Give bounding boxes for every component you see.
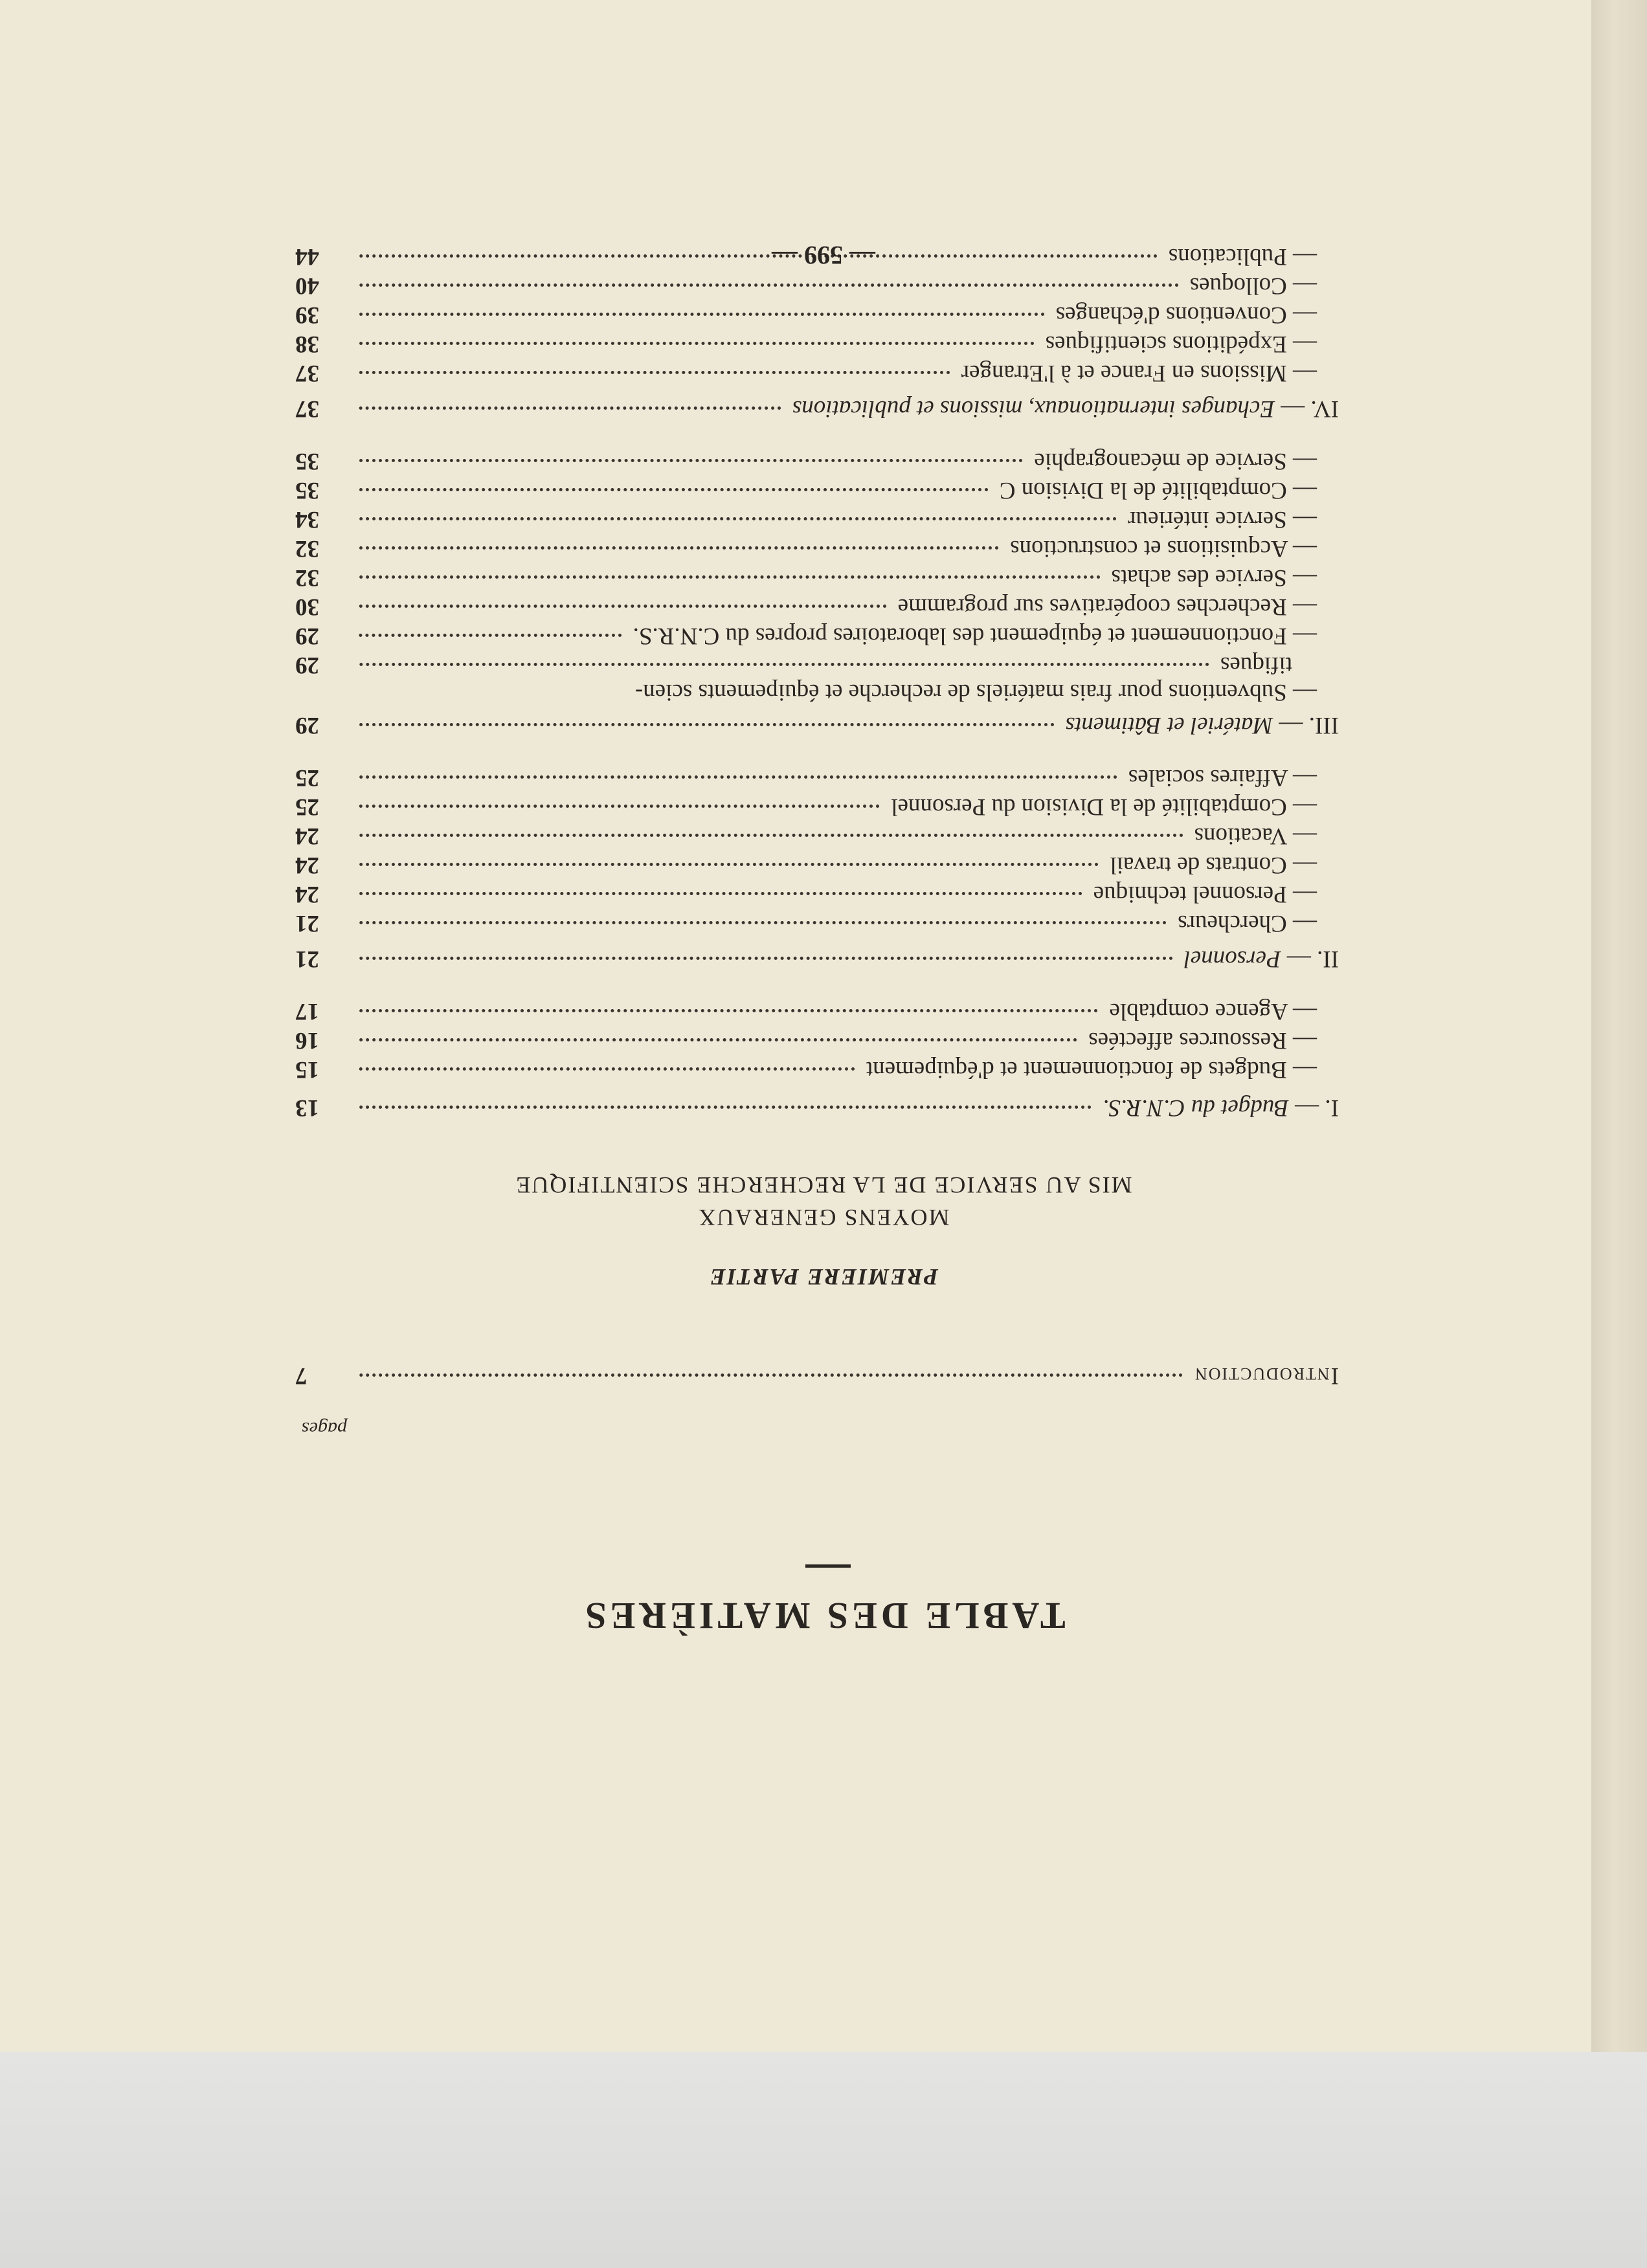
- dot-leader: [359, 371, 950, 374]
- entry-label: — Service des achats: [1111, 564, 1317, 591]
- toc-item: [295, 1055, 1339, 1084]
- toc-item: [295, 329, 1339, 359]
- part-title: PREMIERE PARTIE: [708, 1264, 939, 1290]
- entry-page: 29: [295, 623, 319, 649]
- dot-leader: [359, 313, 1044, 316]
- dot-leader: [359, 805, 879, 808]
- section-title: Budget du C.N.R.S.: [1103, 1095, 1289, 1121]
- dot-leader: [359, 1038, 1077, 1041]
- toc-item: [295, 534, 1339, 563]
- entry-label: — Recherches coopératives sur programme: [897, 594, 1317, 620]
- toc-list: [295, 242, 1339, 1122]
- entry-page: 25: [295, 764, 319, 791]
- entry-label: — Colloques: [1189, 272, 1317, 299]
- dot-leader: [359, 775, 1117, 779]
- entry-label: [1103, 1093, 1339, 1122]
- entry-label: — Subventions pour frais matériels de recherche et équipements scien-: [634, 679, 1317, 706]
- dot-leader: [359, 863, 1098, 866]
- entry-label: — Ressources affectées: [1088, 1027, 1317, 1054]
- entry-label: — Vacations: [1194, 823, 1317, 849]
- toc-item: [295, 792, 1339, 821]
- introduction-entry: [295, 1361, 1339, 1390]
- toc-item: [295, 447, 1339, 476]
- section-title: Matériel et Bâtiments: [1065, 712, 1273, 739]
- toc-section: [295, 1093, 1339, 1122]
- toc-item-continuation: [295, 650, 1339, 680]
- entry-page: 44: [295, 243, 319, 270]
- dot-leader: [359, 459, 1022, 462]
- entry-label: — Service de mécanographie: [1034, 448, 1317, 474]
- dot-leader: [359, 1009, 1097, 1012]
- entry-page: 32: [295, 535, 319, 562]
- dot-leader: [359, 546, 998, 550]
- entry-page: 7: [295, 1362, 308, 1389]
- section-title: Personnel: [1183, 946, 1281, 972]
- toc-section: [295, 711, 1339, 740]
- page-edge-shadow: [1591, 0, 1647, 2052]
- entry-label: [792, 394, 1339, 423]
- entry-page: 15: [295, 1056, 319, 1083]
- entry-label: [1184, 944, 1339, 973]
- entry-label: — Personnel technique: [1093, 881, 1317, 907]
- dot-leader: [359, 634, 622, 637]
- toc-item: [295, 909, 1339, 938]
- toc-item: [295, 505, 1339, 534]
- entry-page: 30: [295, 594, 319, 620]
- toc-item: [295, 821, 1339, 850]
- entry-page: 21: [295, 946, 319, 972]
- dot-leader: [359, 406, 781, 410]
- entry-label: Introduction: [1193, 1362, 1339, 1389]
- toc-item: [295, 850, 1339, 880]
- toc-item: [295, 997, 1339, 1026]
- section-number: III. —: [1279, 712, 1339, 739]
- toc-item: [295, 1026, 1339, 1055]
- entry-label: — Chercheurs: [1178, 910, 1317, 937]
- entry-label: — Acquisitions et constructions: [1010, 535, 1317, 562]
- entry-label: tifiques: [1220, 652, 1292, 678]
- toc-section: [295, 944, 1339, 973]
- entry-page: 24: [295, 881, 319, 907]
- page-title: TABLE DES MATIÈRES: [581, 1595, 1066, 1637]
- entry-page: 21: [295, 910, 319, 937]
- entry-page: 24: [295, 823, 319, 849]
- entry-page: 17: [295, 998, 319, 1025]
- toc-item: [295, 359, 1339, 388]
- dot-leader: [359, 1067, 855, 1071]
- pages-label: pages: [302, 1418, 347, 1440]
- section-title: Echanges internationaux, missions et publications: [792, 395, 1275, 422]
- entry-page: 35: [295, 477, 319, 504]
- toc-item: [295, 592, 1339, 621]
- dot-leader: [359, 342, 1034, 345]
- entry-page: 29: [295, 652, 319, 678]
- page-number: — 599 —: [772, 241, 875, 270]
- toc-item: [295, 880, 1339, 909]
- entry-page: 35: [295, 448, 319, 474]
- entry-label: — Fonctionnement et équipement des laboratoires propres du C.N.R.S.: [633, 623, 1317, 649]
- dot-leader: [359, 663, 1209, 666]
- entry-page: 32: [295, 564, 319, 591]
- entry-page: 25: [295, 794, 319, 820]
- entry-label: — Publications: [1168, 243, 1317, 270]
- section-number: IV. —: [1281, 395, 1339, 422]
- dot-leader: [359, 605, 886, 608]
- entry-label: — Comptabilité de la Division C: [999, 477, 1317, 504]
- scan-background: [0, 2052, 1647, 2268]
- entry-page: 37: [295, 360, 319, 386]
- toc-item: [295, 680, 1339, 704]
- part-heading-2: MIS AU SERVICE DE LA RECHERCHE SCIENTIFIQUE: [515, 1172, 1132, 1198]
- toc-item: [295, 763, 1339, 792]
- entry-page: 34: [295, 506, 319, 533]
- entry-label: — Conventions d'échanges: [1055, 302, 1317, 328]
- entry-page: 38: [295, 331, 319, 357]
- toc-section: [295, 394, 1339, 423]
- entry-label: [1066, 711, 1339, 740]
- entry-page: 16: [295, 1027, 319, 1054]
- entry-page: 24: [295, 852, 319, 878]
- dot-leader: [359, 834, 1183, 837]
- dot-leader: [359, 488, 988, 491]
- entry-page: 39: [295, 302, 319, 328]
- dot-leader: [359, 1106, 1091, 1109]
- toc-item: [295, 621, 1339, 650]
- entry-label: — Budgets de fonctionnement et d'équipement: [866, 1056, 1317, 1083]
- entry-page: 37: [295, 395, 319, 422]
- toc-item: [295, 271, 1339, 300]
- part-heading-1: MOYENS GENERAUX: [697, 1205, 950, 1230]
- section-number: II. —: [1286, 946, 1339, 972]
- dot-leader: [359, 517, 1116, 520]
- entry-label: — Comptabilité de la Division du Personnel: [891, 794, 1317, 820]
- dot-leader: [359, 892, 1082, 895]
- entry-label: — Agence comptable: [1109, 998, 1317, 1025]
- dot-leader: [359, 957, 1172, 960]
- toc-item: [295, 476, 1339, 505]
- title-rule: [805, 1564, 851, 1568]
- entry-label: — Expéditions scientifiques: [1045, 331, 1317, 357]
- entry-page: 13: [295, 1095, 319, 1121]
- entry-label: — Missions en France et à l'Etranger: [961, 360, 1317, 386]
- section-number: I. —: [1295, 1095, 1339, 1121]
- toc-item: [295, 300, 1339, 329]
- entry-label: — Contrats de travail: [1110, 852, 1317, 878]
- dot-leader: [359, 1373, 1182, 1377]
- dot-leader: [359, 723, 1054, 726]
- entry-page: 40: [295, 272, 319, 299]
- entry-label: — Affaires sociales: [1128, 764, 1317, 791]
- toc-item: [295, 563, 1339, 592]
- dot-leader: [359, 921, 1166, 924]
- entry-page: 29: [295, 712, 319, 739]
- entry-label: — Service intérieur: [1128, 506, 1317, 533]
- dot-leader: [359, 284, 1178, 287]
- dot-leader: [359, 575, 1100, 579]
